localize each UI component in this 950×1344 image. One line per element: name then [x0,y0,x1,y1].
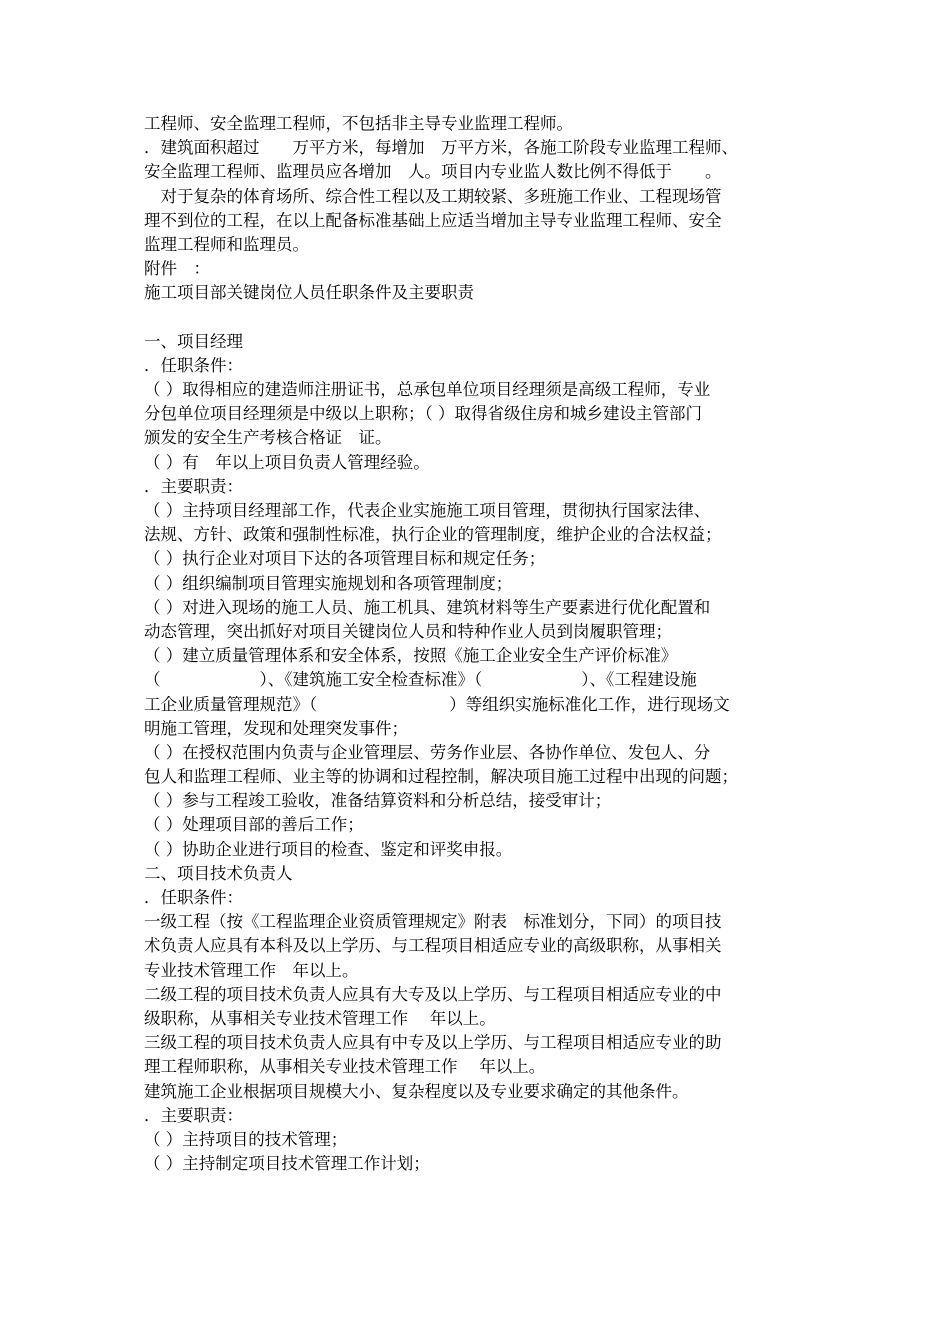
text-line: （ ）处理项目部的善后工作； [144,815,364,835]
subsection-heading: ．主要职责： [144,476,243,496]
subsection-heading: ．主要职责： [144,1105,243,1125]
text-line: （ ）主持制定项目技术管理工作计划； [144,1154,430,1174]
text-line: 工程师、安全监理工程师，不包括非主导专业监理工程师。 [144,114,573,133]
text-line: 分包单位项目经理须是中级以上职称；（ ）取得省级住房和城乡建设主管部门 [144,404,702,424]
text-line: （ ）有 年以上项目负责人管理经验。 [144,452,430,472]
attachment-label: 附件 ： [144,259,210,279]
text-line: 监理工程师和监理员。 [144,234,309,254]
text-line: （ ）主持项目的技术管理； [144,1129,348,1149]
text-line: （ ）建立质量管理体系和安全体系，按照《施工企业安全生产评价标准》 [144,646,678,666]
text-line: （ ）组织编制项目管理实施规划和各项管理制度； [144,573,513,593]
section-heading: 一、项目经理 [144,331,243,351]
text-line: 工企业质量管理规范》（ ）等组织实施标准化工作，进行现场文 [144,694,730,714]
text-line: 动态管理，突出抓好对项目关键岗位人员和特种作业人员到岗履职管理； [144,621,672,641]
blank-line [144,306,816,330]
subsection-heading: ．任职条件： [144,888,243,907]
text-line: 包人和监理工程师、业主等的协调和过程控制，解决项目施工过程中出现的问题； [144,767,738,787]
text-line: （ ）、《建筑施工安全检查标准》（ ）、《工程建设施 [144,670,697,690]
text-line: （ ）执行企业对项目下达的各项管理目标和规定任务； [144,549,546,569]
text-line: 术负责人应具有本科及以上学历、与工程项目相适应专业的高级职称，从事相关 [144,936,722,956]
text-line: 法规、方针、政策和强制性标准，执行企业的管理制度，维护企业的合法权益； [144,525,722,545]
text-line: 建筑施工企业根据项目规模大小、复杂程度以及专业要求确定的其他条件。 [144,1081,689,1101]
subsection-heading: ．任职条件： [144,355,243,375]
text-line: 二级工程的项目技术负责人应具有大专及以上学历、与工程项目相适应专业的中 [144,984,722,1004]
text-line: 理不到位的工程，在以上配备标准基础上应适当增加主导专业监理工程师、安全 [144,210,722,230]
text-line: 明施工管理，发现和处理突发事件； [144,718,408,738]
text-line: （ ）在授权范围内负责与企业管理层、劳务作业层、各协作单位、发包人、分 [144,742,711,762]
text-line: （ ）主持项目经理部工作，代表企业实施施工项目管理，贯彻执行国家法律、 [144,501,711,520]
text-line: 颁发的安全生产考核合格证 证。 [144,428,392,448]
section-heading: 二、项目技术负责人 [144,863,293,883]
attachment-title: 施工项目部关键岗位人员任职条件及主要职责 [144,283,474,303]
text-line: ．建筑面积超过 万平方米，每增加 万平方米，各施工阶段专业监理工程师、 [144,138,738,158]
text-line: 安全监理工程师、监理员应各增加 人。项目内专业监人数比例不得低于 。 [144,162,722,182]
text-line: 一级工程（按《工程监理企业资质管理规定》附表 标准划分，下同）的项目技 [144,912,722,932]
text-line: 三级工程的项目技术负责人应具有中专及以上学历、与工程项目相适应专业的助 [144,1033,722,1053]
text-line: （ ）参与工程竣工验收，准备结算资料和分析总结，接受审计； [144,791,612,811]
text-line: 专业技术管理工作 年以上。 [144,960,359,980]
text-line: 对于复杂的体育场所、综合性工程以及工期较紧、多班施工作业、工程现场管 [144,186,722,206]
text-line: 理工程师职称，从事相关专业技术管理工作 年以上。 [144,1057,546,1077]
document-body [144,112,816,1176]
text-line: （ ）协助企业进行项目的检查、鉴定和评奖申报。 [144,839,513,859]
text-line: （ ）对进入现场的施工人员、施工机具、建筑材料等生产要素进行优化配置和 [144,597,711,617]
text-line: 级职称，从事相关专业技术管理工作 年以上。 [144,1008,496,1028]
text-line: （ ）取得相应的建造师注册证书，总承包单位项目经理须是高级工程师，专业 [144,380,711,400]
